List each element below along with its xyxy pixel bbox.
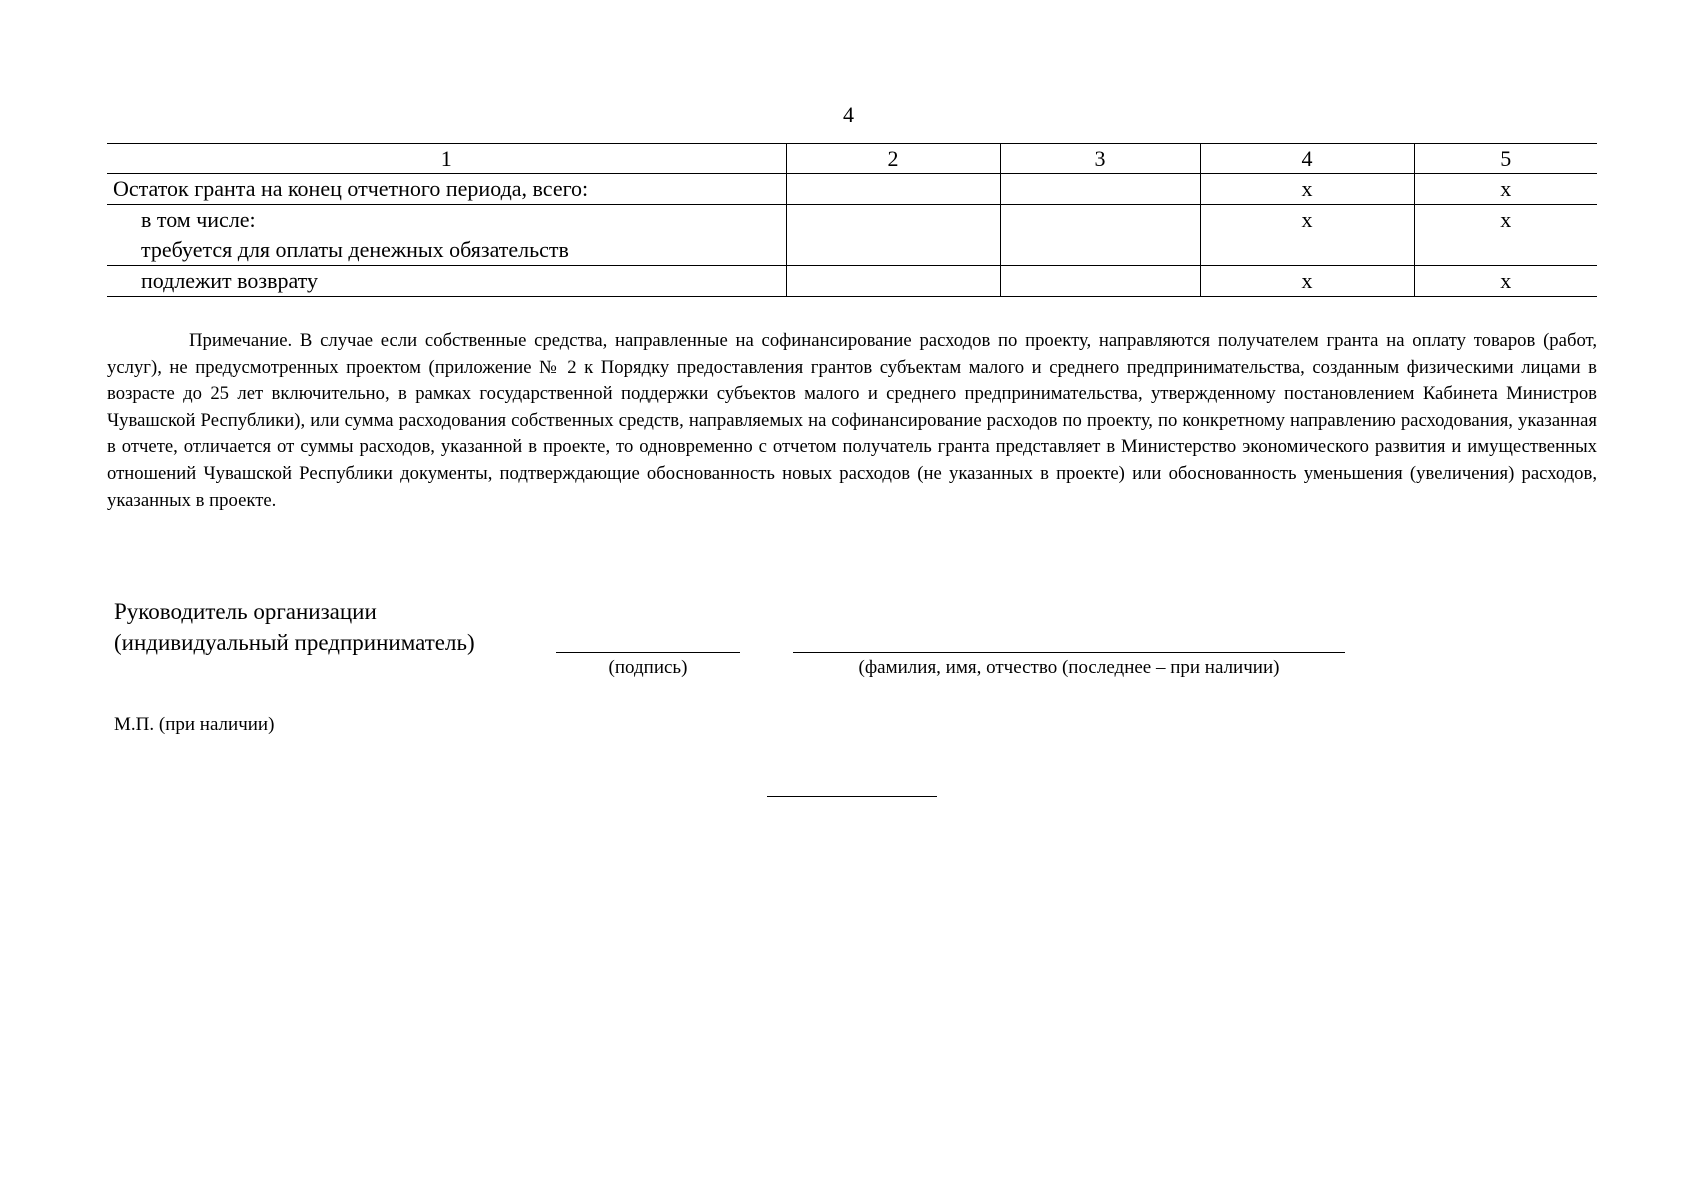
signature-line: [556, 652, 740, 653]
report-table: [107, 143, 1597, 297]
table-row: [107, 205, 1597, 266]
signatory-title-line: Руководитель организации: [114, 599, 377, 624]
table-cell: x: [1200, 205, 1414, 266]
row-label: Остаток гранта на конец отчетного периода, всего:: [107, 174, 786, 205]
note-paragraph: Примечание. В случае если собственные средства, направленные на софинансирование расходов по проекту, направляются получателем гранта на оплату товаров (работ, услуг), не предусмотренных проектом (приложение № 2 к Порядку предоставления грантов субъектам малого и среднего предпринимательства, созданным физическими лицами в возрасте до 25 лет включительно, в рамках государственной поддержки субъектов малого и среднего предпринимательства, утвержденному постановлением Кабинета Министров Чувашской Республики), или сумма расходования собственных средств, направляемых на софинансирование расходов по проекту, по конкретному направлению расходования, указанная в отчете, отличается от суммы расходов, указанной в проекте, то одновременно с отчетом получатель гранта представляет в Министерство экономического развития и имущественных отношений Чувашской Республики документы, подтверждающие обоснованность новых расходов (не указанных в проекте) или обоснованность уменьшения (увеличения) расходов, указанных в проекте.: [107, 330, 1597, 511]
table-cell: [786, 266, 1000, 297]
signatory-title: [114, 596, 475, 658]
signature-caption: (подпись): [608, 657, 688, 678]
table-cell: [786, 205, 1000, 266]
signatory-title-line: (индивидуальный предприниматель): [114, 630, 475, 655]
table-row: [107, 266, 1597, 297]
table-cell: [1000, 205, 1200, 266]
table-cell: [786, 174, 1000, 205]
column-header: 5: [1414, 144, 1597, 174]
column-header: 2: [786, 144, 1000, 174]
end-divider: [767, 796, 937, 797]
row-label-line: в том числе:: [141, 207, 256, 232]
table-cell: x: [1414, 205, 1597, 266]
name-line: [793, 652, 1345, 653]
stamp-label: М.П. (при наличии): [114, 714, 275, 735]
table-header-row: [107, 144, 1597, 174]
table-cell: [1000, 266, 1200, 297]
table-cell: [1000, 174, 1200, 205]
column-header: 1: [107, 144, 786, 174]
row-label: подлежит возврату: [107, 266, 786, 297]
column-header: 4: [1200, 144, 1414, 174]
row-label: [107, 205, 786, 266]
table-row: [107, 174, 1597, 205]
page-number: 4: [843, 102, 854, 127]
table-cell: x: [1200, 266, 1414, 297]
table-cell: x: [1414, 174, 1597, 205]
table-cell: x: [1414, 266, 1597, 297]
table-cell: x: [1200, 174, 1414, 205]
column-header: 3: [1000, 144, 1200, 174]
row-label-line: требуется для оплаты денежных обязательств: [141, 237, 569, 262]
name-caption: (фамилия, имя, отчество (последнее – при наличии): [858, 657, 1280, 678]
